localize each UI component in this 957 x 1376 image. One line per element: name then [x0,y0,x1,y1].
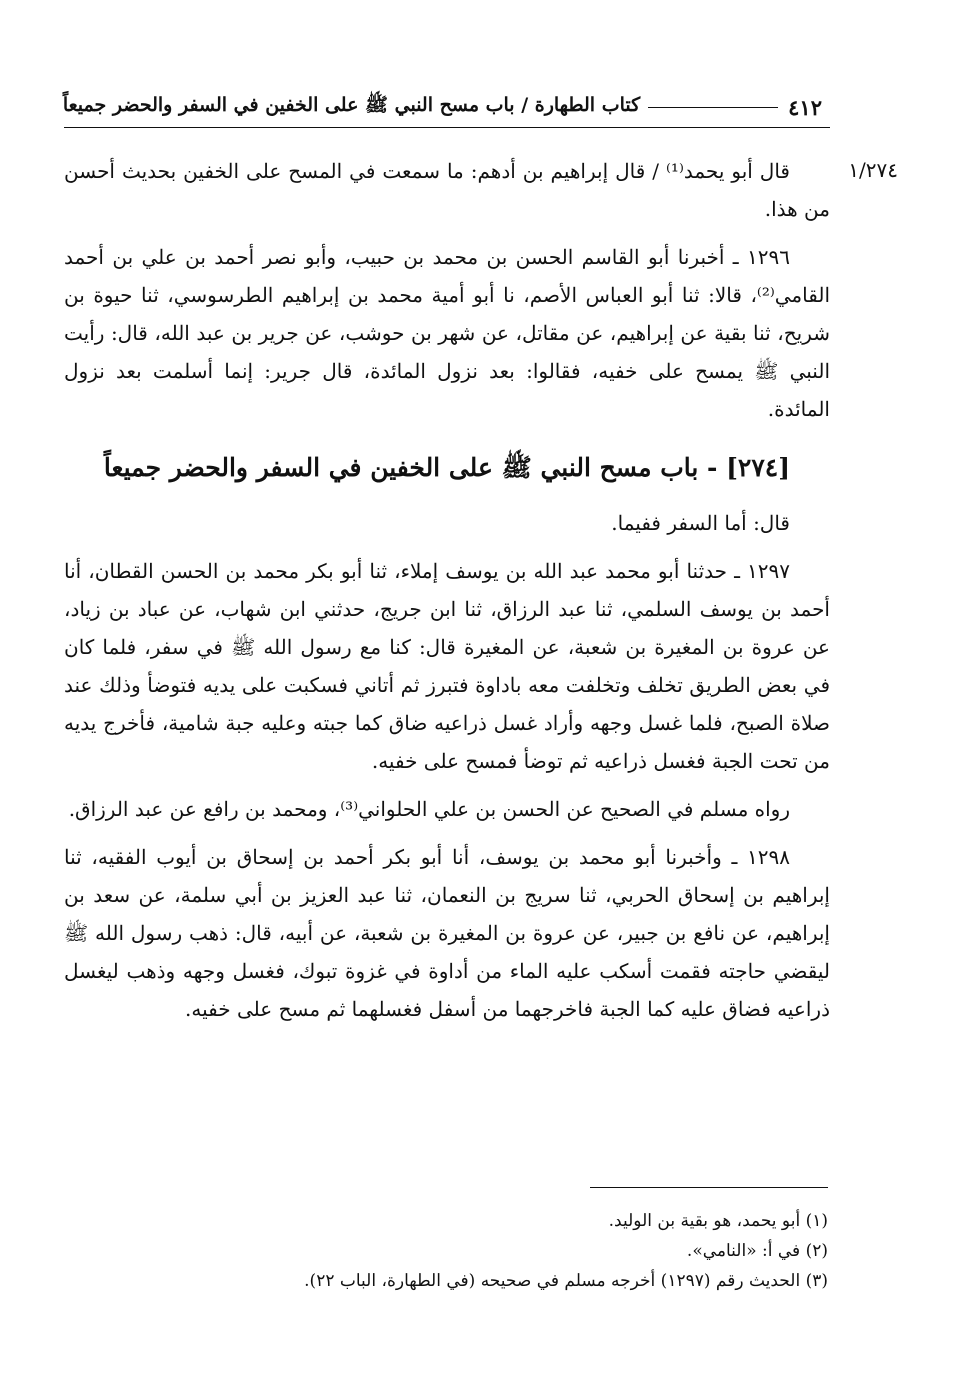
hadith-1296: ١٢٩٦ ـ أخبرنا أبو القاسم الحسن بن محمد بن حبيب، وأبو نصر أحمد بن علي بن أحمد القامي⁽²⁾، قالا: ثنا أبو العباس الأصم، نا أبو أمية محمد بن إبراهيم الطرسوسي، ثنا حيوة بن شريح، ثنا بقية عن إبراهيم، عن مقاتل، عن شهر بن حوشب، عن جرير بن عبد الله، قال: رأيت النبي ﷺ يمسح على خفيه، فقالوا: بعد نزول المائدة، قال جرير: إنما أسلمت بعد نزول المائدة. [64,245,831,421]
footnote-divider [590,1187,828,1188]
paragraph-safar: قال: أما السفر ففيما. [611,511,790,535]
footnote-1: (١) أبو يحمد، هو بقية بن الوليد. [608,1211,828,1231]
footnote-2: (٢) في أ: «النامي». [686,1241,828,1261]
margin-page-reference: ١/٢٧٤ [848,158,898,182]
running-title: كتاب الطهارة / باب مسح النبي ﷺ على الخفين في السفر والحضر جميعاً [62,94,641,116]
footnote-3: (٣) الحديث رقم (١٢٩٧) أخرجه مسلم في صحيحه (في الطهارة، الباب ٢٢). [304,1271,828,1291]
page-number: ٤١٢ [788,94,822,120]
paragraph-ibrahim-adham: قال أبو يحمد⁽¹⁾ / قال إبراهيم بن أدهم: ما سمعت في المسح على الخفين بحديث أحسن من هذا. [64,159,830,221]
paragraph-muslim-riwaya: رواه مسلم في الصحيح عن الحسن بن علي الحلواني⁽³⁾، ومحمد بن رافع عن عبد الرزاق. [68,797,790,821]
header-divider [64,127,830,128]
header-dash-rule [648,107,778,108]
chapter-heading: [٢٧٤] - باب مسح النبي ﷺ على الخفين في السفر والحضر جميعاً [103,453,791,482]
hadith-1297: ١٢٩٧ ـ حدثنا أبو محمد عبد الله بن يوسف إملاء، ثنا أبو بكر محمد بن الحسن القطان، أنا أحمد بن يوسف السلمي، ثنا عبد الرزاق، ثنا ابن جريج، حدثني ابن شهاب، عن عباد بن زياد، عن عروة بن المغيرة بن شعبة، عن المغيرة قال: كنا مع رسول الله ﷺ في سفر، فلما كان في بعض الطريق تخلف وتخلفت معه باداوة فتبرز ثم أتاني فسكبت على يديه فتوضأ وذلك عند صلاة الصبح، فلما غسل وجهه وأراد غسل ذراعيه ضاق كما جبته وعليه جبة شامية، فأخرج يديه من تحت الجبة فغسل ذراعيه ثم توضأ فمسح على خفيه. [64,559,831,773]
body-text-bottom [64,504,830,1028]
running-header [64,90,822,124]
hadith-1298: ١٢٩٨ ـ وأخبرنا أبو محمد بن يوسف، أنا أبو بكر أحمد بن إسحاق بن أيوب الفقيه، ثنا إبراهيم بن إسحاق الحربي، ثنا سريج بن النعمان، ثنا عبد العزيز بن أبي سلمة، عن سعد بن إبراهيم، عن نافع بن جبير، عن عروة بن المغيرة بن شعبة، عن أبيه، قال: ذهب رسول الله ﷺ ليقضي حاجته فقمت أسكب عليه الماء من أداوة في غزوة تبوك، فغسل وجهه وذهب ليغسل ذراعيه فضاق عليه كما الجبة فاخرجهما من أسفل فغسلهما ثم مسح على خفيه. [64,845,830,1021]
body-text-top [64,152,830,428]
footnotes [64,1206,828,1296]
